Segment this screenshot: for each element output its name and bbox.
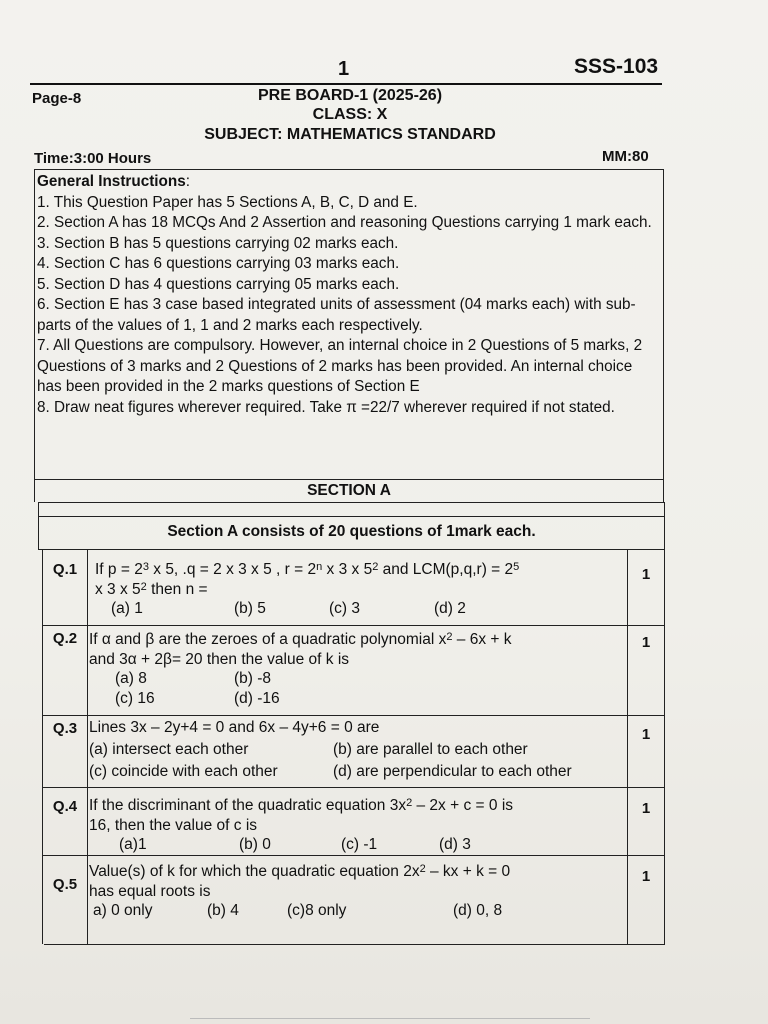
exponent: 3 bbox=[142, 561, 149, 573]
question-number: Q.2 bbox=[43, 626, 88, 715]
options-line bbox=[89, 599, 628, 619]
option-b: (b) 4 bbox=[207, 902, 239, 919]
text-part: If the discriminant of the quadratic equation 3x bbox=[89, 797, 407, 814]
question-line bbox=[89, 796, 628, 816]
option-b: (b) 5 bbox=[234, 600, 266, 617]
option-c: (c) coincide with each other bbox=[89, 762, 278, 780]
text-part: – 6x + k bbox=[452, 631, 512, 648]
option-a: (a) intersect each other bbox=[89, 740, 249, 758]
text-part: then n = bbox=[146, 580, 208, 598]
instructions-colon: : bbox=[185, 173, 191, 190]
text-part: – 2x + c = 0 is bbox=[412, 797, 514, 814]
options-line bbox=[89, 689, 628, 709]
instruction-item: 3. Section B has 5 questions carrying 02 marks each. bbox=[37, 234, 399, 252]
option-c: (c) 16 bbox=[115, 690, 155, 707]
question-line: has equal roots is bbox=[89, 882, 211, 900]
instruction-item: 5. Section D has 4 questions carrying 05 marks each. bbox=[37, 275, 400, 293]
options-line bbox=[89, 762, 628, 782]
instruction-item: 8. Draw neat figures wherever required. Take π =22/7 wherever required if not stated. bbox=[37, 398, 615, 416]
question-marks: 1 bbox=[627, 716, 664, 787]
option-a: a) 0 only bbox=[93, 902, 153, 919]
option-a: (a) 8 bbox=[115, 670, 147, 687]
section-a-subtitle: Section A consists of 20 questions of 1mark each. bbox=[38, 516, 665, 550]
time-label: Time:3:00 Hours bbox=[34, 150, 152, 167]
section-spacer-row bbox=[38, 502, 665, 516]
exponent: 2 bbox=[372, 561, 379, 573]
paper-code: SSS-103 bbox=[574, 55, 659, 78]
question-text bbox=[89, 716, 628, 782]
subject-label: SUBJECT: MATHEMATICS STANDARD bbox=[204, 126, 496, 143]
exponent: 2 bbox=[406, 797, 413, 809]
question-line: Lines 3x – 2y+4 = 0 and 6x – 4y+6 = 0 are bbox=[89, 719, 380, 736]
question-number: Q.5 bbox=[43, 856, 88, 944]
question-row-1 bbox=[43, 550, 664, 626]
class-label: CLASS: X bbox=[312, 106, 388, 123]
options-line bbox=[89, 835, 628, 855]
exponent: 5 bbox=[513, 561, 520, 573]
option-b: (b) 0 bbox=[239, 836, 271, 853]
instructions-title: General Instructions bbox=[37, 173, 186, 190]
option-a: (a) 1 bbox=[111, 600, 143, 617]
text-part: Value(s) of k for which the quadratic equation 2x bbox=[89, 863, 420, 880]
instruction-item: 4. Section C has 6 questions carrying 03 marks each. bbox=[37, 255, 400, 272]
max-marks-label: MM:80 bbox=[602, 148, 649, 165]
text-part: x 3 x 5 bbox=[95, 580, 141, 598]
question-marks: 1 bbox=[627, 856, 664, 944]
text-part: and LCM(p,q,r) = 2 bbox=[378, 561, 514, 578]
instruction-item: 6. Section E has 3 case based integrated units of assessment (04 marks each) with sub- parts of the values of 1, 1 and 2 marks each respectively. bbox=[37, 296, 636, 334]
question-marks: 1 bbox=[627, 788, 664, 855]
text-part: – kx + k = 0 bbox=[425, 863, 511, 880]
instruction-item: 7. All Questions are compulsory. However, an internal choice in 2 Questions of 5 marks, 2 Questions of 3 marks and 2 Questions of 2 marks has been provided. An internal choice has been provided in the 2 marks questions of Section E bbox=[37, 337, 643, 395]
text-part: If α and β are the zeroes of a quadratic polynomial x bbox=[89, 631, 447, 648]
section-a-title: SECTION A bbox=[34, 480, 664, 502]
option-c: (c) -1 bbox=[341, 836, 378, 853]
exam-title: PRE BOARD-1 (2025-26) bbox=[257, 87, 443, 104]
option-d: (d) 3 bbox=[439, 836, 471, 853]
question-row-5 bbox=[43, 856, 664, 944]
option-d: (d) 2 bbox=[434, 600, 466, 617]
option-b: (b) -8 bbox=[234, 670, 272, 687]
question-text bbox=[89, 856, 628, 921]
general-instructions-box bbox=[34, 169, 664, 480]
option-d: (d) 0, 8 bbox=[453, 902, 503, 919]
question-number: Q.4 bbox=[43, 788, 88, 855]
question-row-3 bbox=[43, 716, 664, 788]
question-text bbox=[89, 550, 628, 619]
exponent: 2 bbox=[140, 580, 147, 593]
question-text bbox=[89, 626, 628, 709]
option-c: (c) 3 bbox=[329, 600, 360, 617]
question-line: and 3α + 2β= 20 then the value of k is bbox=[89, 650, 350, 668]
question-marks: 1 bbox=[627, 626, 664, 715]
question-line bbox=[89, 560, 628, 580]
question-row-4 bbox=[43, 788, 664, 856]
question-number: Q.1 bbox=[43, 550, 88, 625]
text-part: x 3 x 5 bbox=[322, 561, 373, 578]
options-line bbox=[89, 669, 628, 689]
header-divider bbox=[30, 83, 662, 85]
text-part: x 5, .q = 2 x 3 x 5 , r = 2 bbox=[148, 561, 317, 578]
options-line bbox=[89, 740, 628, 760]
question-line: 16, then the value of c is bbox=[89, 816, 258, 834]
questions-table bbox=[42, 550, 665, 944]
instruction-item: 2. Section A has 18 MCQs And 2 Assertion and reasoning Questions carrying 1 mark each. bbox=[37, 214, 652, 231]
option-d: (d) are perpendicular to each other bbox=[333, 762, 572, 780]
question-row-2 bbox=[43, 626, 664, 716]
option-a: (a)1 bbox=[119, 836, 147, 853]
text-part: If p = 2 bbox=[95, 561, 143, 578]
options-line bbox=[89, 901, 628, 921]
question-line bbox=[89, 630, 628, 650]
option-b: (b) are parallel to each other bbox=[333, 740, 528, 758]
page-label: Page-8 bbox=[32, 90, 82, 107]
page-edge-line bbox=[190, 1018, 590, 1019]
question-line bbox=[89, 580, 628, 600]
instruction-item: 1. This Question Paper has 5 Sections A, B, C, D and E. bbox=[37, 193, 418, 211]
table-bottom-border bbox=[44, 944, 665, 945]
option-d: (d) -16 bbox=[234, 690, 280, 707]
question-marks: 1 bbox=[627, 550, 664, 625]
exponent: n bbox=[316, 561, 323, 573]
exponent: 2 bbox=[446, 631, 453, 643]
question-number: Q.3 bbox=[43, 716, 88, 787]
option-c: (c)8 only bbox=[287, 902, 347, 919]
question-text bbox=[89, 788, 628, 855]
page-number: 1 bbox=[338, 58, 350, 80]
exponent: 2 bbox=[419, 863, 426, 875]
question-line bbox=[89, 862, 628, 882]
